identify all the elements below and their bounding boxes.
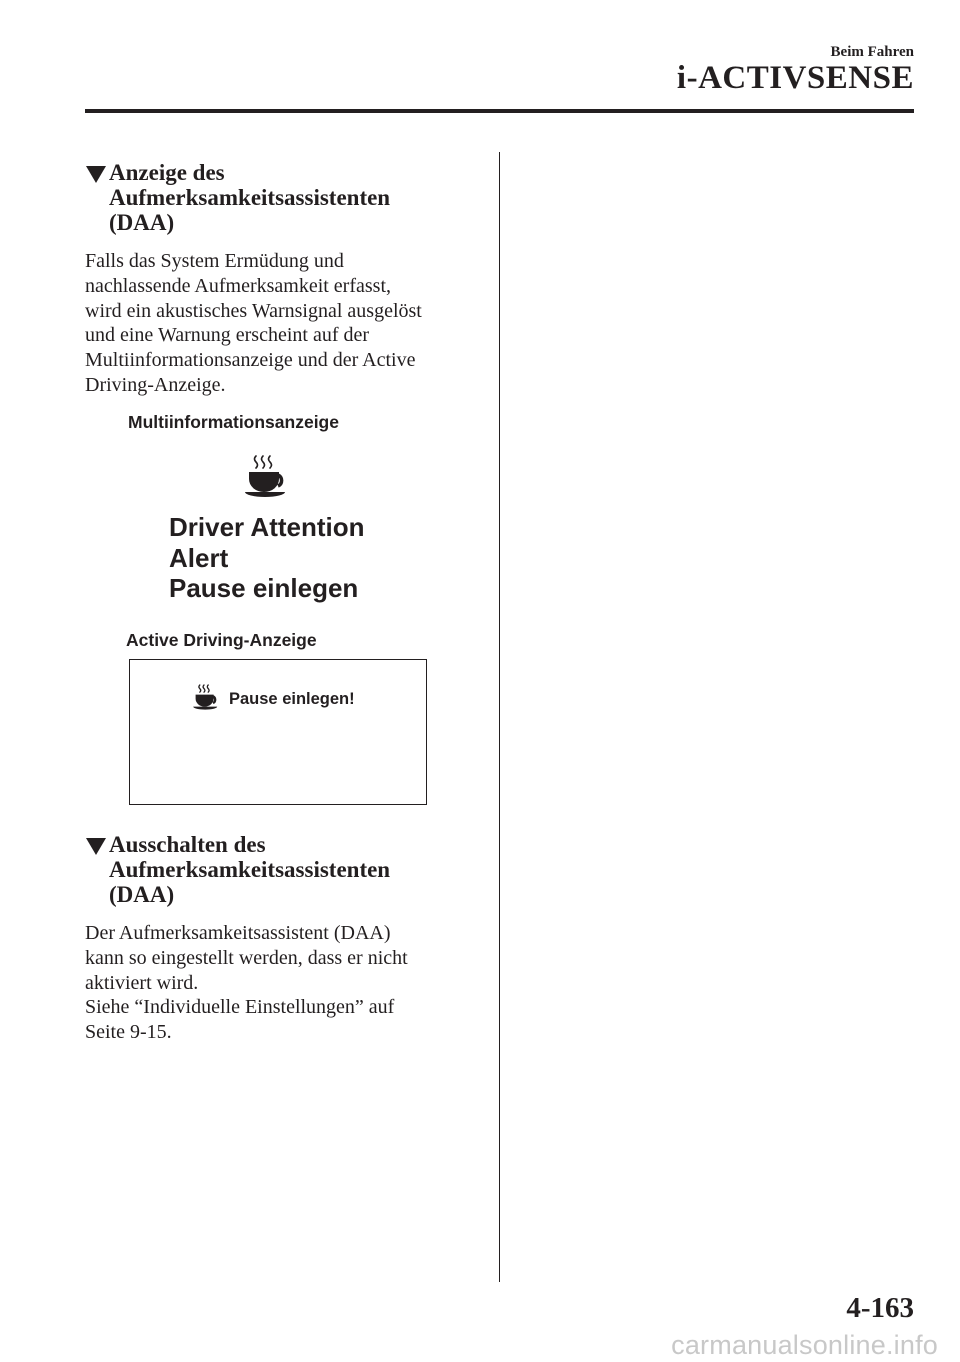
section-daa-off [85, 832, 485, 1045]
figure1-label: Multiinformationsanzeige [128, 412, 339, 432]
header-title: i-ACTIVSENSE [676, 60, 914, 96]
pause-message: Pause einlegen! [229, 690, 355, 708]
section-daa-display [85, 160, 485, 398]
section-heading-text: Ausschalten des Aufmerksamkeitsassistenten (DAA) [109, 832, 391, 907]
message-line: Pause einlegen [169, 573, 359, 603]
header-chapter: Beim Fahren [830, 44, 914, 60]
section-heading [85, 832, 485, 907]
coffee-cup-icon [243, 453, 293, 504]
section-body: Falls das System Ermüdung und nachlassende Aufmerksamkeit erfasst, wird ein akustisches Warnsignal ausgelöst und eine Warnung erscheint auf der Multiinformationsanzeige und der Active Driving-Anzeige. [85, 250, 422, 396]
page-number: 4-163 [846, 1292, 914, 1324]
triangle-bullet-icon [86, 166, 106, 183]
coffee-cup-icon [192, 683, 222, 716]
triangle-bullet-icon [86, 838, 106, 855]
active-driving-display [129, 659, 427, 805]
column-divider [499, 152, 500, 1282]
section-heading [85, 160, 485, 235]
message-line: Driver Attention [169, 512, 365, 542]
figure2-label: Active Driving-Anzeige [126, 630, 317, 650]
driver-attention-message [169, 512, 365, 604]
watermark: carmanualsonline.info [671, 1330, 938, 1360]
section-body: Der Aufmerksamkeitsassistent (DAA) kann so eingestellt werden, dass er nicht aktiviert wird. Siehe “Individuelle Einstellungen” auf Seite 9-15. [85, 922, 408, 1044]
message-line: Alert [169, 542, 229, 573]
section-heading-text: Anzeige des Aufmerksamkeitsassistenten (DAA) [109, 160, 391, 235]
header-rule [85, 109, 914, 113]
